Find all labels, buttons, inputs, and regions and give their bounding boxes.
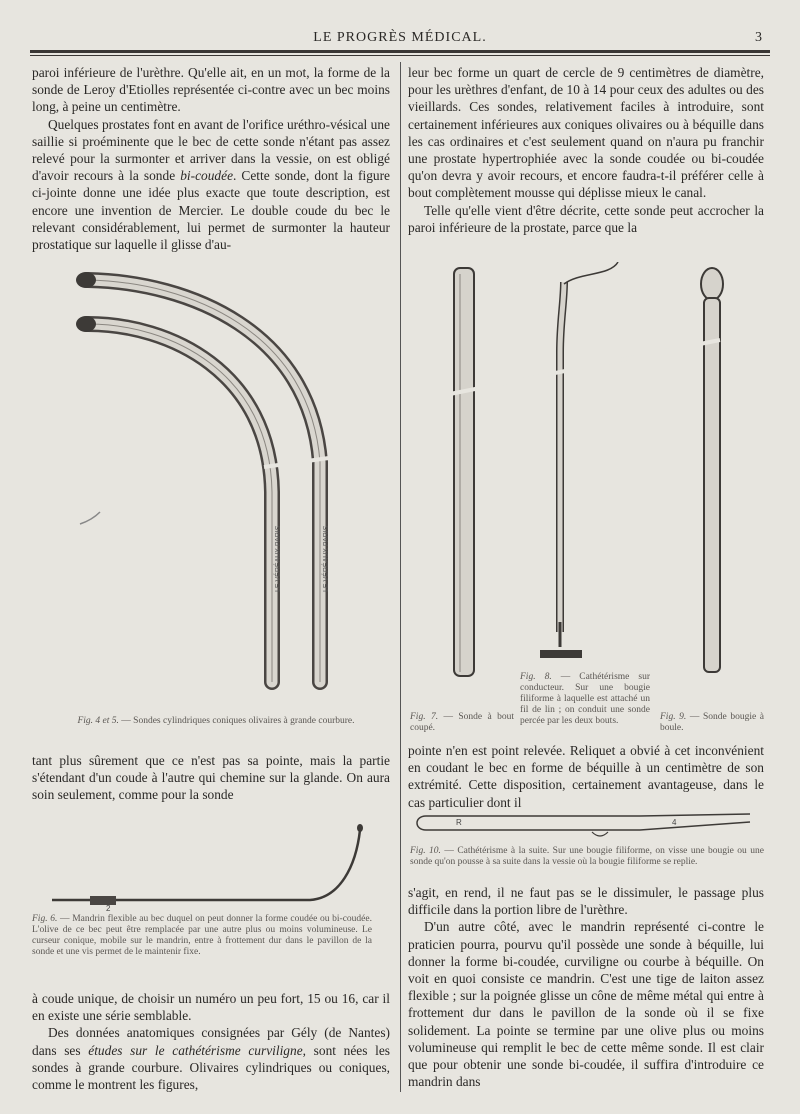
- paragraph: paroi inférieure de l'urèthre. Qu'elle ait, en un mot, la forme de la sonde de Leroy d'Etiolles représentée ci-contre avec un bec moins long, à peine un centimètre.: [32, 65, 390, 115]
- page-header: [30, 30, 770, 50]
- figures-7-8-9: [410, 262, 760, 682]
- sound-label: LE VÉRÉAUX PARIS: [275, 525, 282, 592]
- olive-tip: [357, 824, 363, 832]
- paragraph: pointe n'en est point relevée. Reliquet a obvié à cet inconvénient en coudant le bec en forme de béquille à un centimètre de son extrémité. Cette disposition, certainement avantageuse, dans le cas particulier dont il: [408, 743, 764, 810]
- curved-sounds-illustration: [40, 262, 390, 708]
- journal-title: LE PROGRÈS MÉDICAL.: [313, 30, 487, 45]
- olive-tip: [76, 316, 96, 332]
- figure-caption: Fig. 6. — Mandrin flexible au bec duquel on peut donner la forme coudée ou bi-coudée. L'olive de ce bec peut être remplacée par une autre plus ou moins volumineuse. Le curseur conique, mobile sur le mandrin, entre à frottement dur dans le pavillon de la sonde et une vis permet de le maintenir fixe.: [32, 914, 372, 957]
- figure-4-5: [40, 262, 390, 708]
- paragraph: Quelques prostates font en avant de l'orifice uréthro-vésical une saillie si proéminente que le bec de cette sonde n'étant pas assez relevé pour la surmonter et arriver dans la vessie, on est obligé d'avoir recours à la sonde bi-coudée. Cette sonde, dont la figure ci-jointe donne une idée plus exacte que toute description, est encore une invention de Mercier. Le double coude du bec le relevant considérablement, lui permet de surmonter la hauteur prostatique sur laquelle il glisse d'au-: [32, 116, 390, 253]
- svg-text:4: 4: [672, 818, 677, 827]
- sonde-bout-coupe: [454, 268, 474, 676]
- left-column-top: [32, 64, 390, 253]
- figure-caption: Fig. 8. — Cathétérisme sur conducteur. Sur une bougie filiforme à laquelle est attaché un fil de lin ; on conduit une sonde percée par les deux bouts.: [520, 672, 650, 726]
- figure-10: [410, 810, 760, 844]
- paragraph: à coude unique, de choisir un numéro un peu fort, 15 ou 16, car il en existe une série semblable.: [32, 991, 390, 1024]
- figure-caption: Fig. 9. — Sonde bougie à boule.: [660, 712, 764, 733]
- figure-caption: Fig. 7. — Sonde à bout coupé.: [410, 712, 514, 733]
- figure-caption: Fig. 4 et 5. — Sondes cylindriques coniques olivaires à grande courbure.: [77, 716, 355, 726]
- catheterism-illustration: [410, 810, 760, 844]
- paragraph: tant plus sûrement que ce n'est pas sa pointe, mais la partie s'étendant d'un coude à l'autre qui chemine sur la glande. On aura soin seulement, comme pour la sonde: [32, 753, 390, 803]
- svg-text:2: 2: [106, 904, 111, 912]
- pavillon: [540, 650, 582, 658]
- paragraph: leur bec forme un quart de cercle de 9 centimètres de diamètre, pour les urèthres d'enfant, de 10 à 14 pour ceux des adultes ou des vieillards. Ces sondes, relativement faciles à introduire, sont certainement inférieures aux coniques olivaires ou à béquille dans les cas ordinaires et c'est seulement quand on n'aura pu franchir une prostate hypertrophiée avec la sonde coudée ou bi-coudée qu'on devra y avoir recours, et encore faudra-t-il préférer celle à bout complètement mousse qui déplisse mieux le canal.: [408, 65, 764, 201]
- figure-caption: Fig. 10. — Cathétérisme à la suite. Sur une bougie filiforme, on visse une bougie ou une sonde qu'on pousse à sa suite dans la vessie où la bougie filiforme se replie.: [410, 846, 764, 867]
- right-column-top: [408, 64, 764, 236]
- svg-text:R: R: [456, 818, 462, 827]
- sounds-illustration: [410, 262, 760, 682]
- paragraph: Des données anatomiques consignées par Gély (de Nantes) dans ses études sur le cathétérisme curviligne, sont nées les sondes à grande courbure. Olivaires cylindriques ou coniques, comme le montrent les figures,: [32, 1025, 391, 1093]
- paragraph: Telle qu'elle vient d'être décrite, cette sonde peut accrocher la paroi inférieure de la prostate, parce que la: [408, 202, 764, 235]
- page-number: 3: [755, 30, 762, 45]
- mandrin-illustration: [50, 816, 370, 912]
- sound-1: [88, 280, 320, 682]
- right-column-bottom: [408, 884, 764, 1090]
- sound-label: LE VÉRÉAUX PARIS: [323, 525, 330, 592]
- olive-tip: [76, 272, 96, 288]
- column-divider: [400, 62, 401, 1092]
- paragraph: D'un autre côté, avec le mandrin représenté ci-contre le praticien pourra, pourvu qu'il possède une sonde à béquille, lui donner la forme bi-coudée, curviligne ou courbe à béquille. On voit en quoi consiste ce mandrin. C'est une tige de laiton assez flexible ; sur la poignée glisse un cône de même métal qui entre à frottement dur dans le pavillon de la sonde où il se fixe solidement. La pointe se termine par une olive plus ou moins volumineuse qui remplit le bec de cette même sonde. Il est clair que pour obtenir une sonde bi-coudée, il suffira d'introduire ce mandrin dans: [408, 919, 764, 1090]
- sound-2: [88, 324, 272, 682]
- paragraph: s'agit, en rend, il ne faut pas se le dissimuler, le passage plus difficile dans la portion libre de l'urèthre.: [408, 885, 764, 918]
- bougie-filiforme: [564, 262, 618, 284]
- left-column-middle: [32, 752, 390, 804]
- header-rule: [30, 50, 770, 56]
- left-column-bottom: [32, 990, 390, 1093]
- right-column-middle: [408, 742, 764, 811]
- figure-6: [50, 816, 370, 912]
- mandrin-rod: [52, 830, 360, 900]
- sonde-bougie-boule: [704, 298, 720, 672]
- boule: [701, 268, 723, 300]
- cursor-cone: [90, 896, 116, 905]
